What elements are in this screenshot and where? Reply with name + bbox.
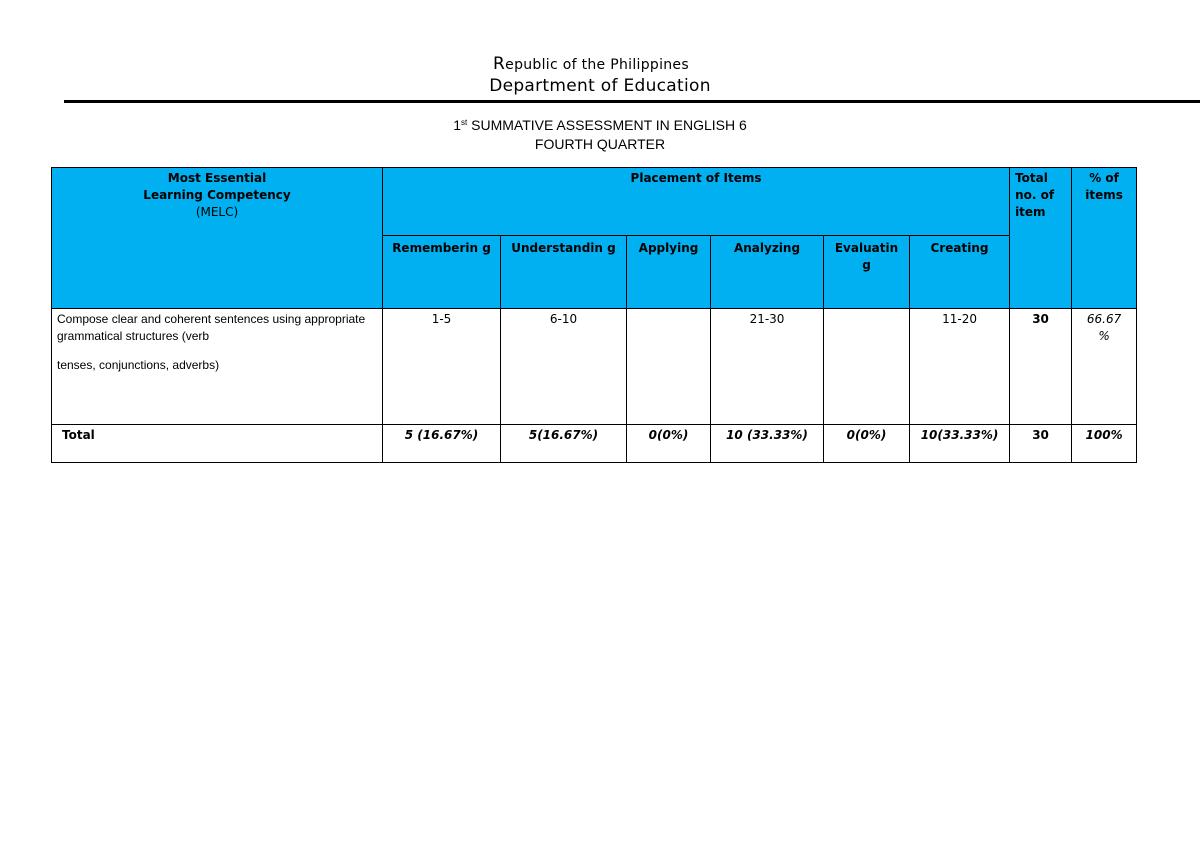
items-applying xyxy=(627,309,711,425)
assessment-title xyxy=(0,117,1200,133)
items-understanding: 6-10 xyxy=(501,309,627,425)
competency-cell xyxy=(52,309,383,425)
melc-header-cell xyxy=(52,168,383,309)
level-analyzing: Analyzing xyxy=(711,236,824,309)
level-understanding: Understandin g xyxy=(501,236,627,309)
totals-understanding: 5(16.67%) xyxy=(501,425,627,463)
totals-remembering: 5 (16.67%) xyxy=(383,425,501,463)
items-analyzing: 21-30 xyxy=(711,309,824,425)
melc-header-line3: (MELC) xyxy=(195,205,239,219)
competency-text-line1: Compose clear and coherent sentences using appropriate grammatical structures (verb xyxy=(57,312,366,343)
republic-rest: epublic of the Philippines xyxy=(505,57,689,73)
title-superscript: st xyxy=(461,118,468,127)
level-applying: Applying xyxy=(627,236,711,309)
level-remembering: Rememberin g xyxy=(383,236,501,309)
melc-header-line1: Most Essential xyxy=(167,171,267,185)
totals-percent-items: 100% xyxy=(1072,425,1137,463)
totals-analyzing: 10 (33.33%) xyxy=(711,425,824,463)
table-of-specifications xyxy=(51,167,1137,463)
items-remembering: 1-5 xyxy=(383,309,501,425)
department-heading: Department of Education xyxy=(489,76,711,96)
items-evaluating xyxy=(824,309,910,425)
header-row-1 xyxy=(52,168,1137,236)
title-rest: SUMMATIVE ASSESSMENT IN ENGLISH 6 xyxy=(467,117,747,133)
totals-row xyxy=(52,425,1137,463)
row-percent-items: 66.67 % xyxy=(1072,309,1137,425)
title-prefix: 1 xyxy=(453,117,461,133)
row-total-items: 30 xyxy=(1010,309,1072,425)
table-row xyxy=(52,309,1137,425)
totals-creating: 10(33.33%) xyxy=(910,425,1010,463)
placement-header-cell: Placement of Items xyxy=(383,168,1010,236)
melc-header-line2: Learning Competency xyxy=(143,188,291,202)
quarter-title: FOURTH QUARTER xyxy=(534,136,666,152)
republic-initial: R xyxy=(493,54,506,74)
items-creating: 11-20 xyxy=(910,309,1010,425)
level-creating: Creating xyxy=(910,236,1010,309)
total-items-header-cell: Total no. of item xyxy=(1010,168,1072,309)
header-rule xyxy=(64,100,1200,103)
totals-applying: 0(0%) xyxy=(627,425,711,463)
totals-label: Total xyxy=(52,425,383,463)
percent-items-header-cell: % of items xyxy=(1072,168,1137,309)
competency-text-line2: tenses, conjunctions, adverbs) xyxy=(57,358,220,372)
republic-heading xyxy=(0,54,1182,74)
level-evaluating: Evaluatin g xyxy=(824,236,910,309)
totals-total-items: 30 xyxy=(1010,425,1072,463)
totals-evaluating: 0(0%) xyxy=(824,425,910,463)
